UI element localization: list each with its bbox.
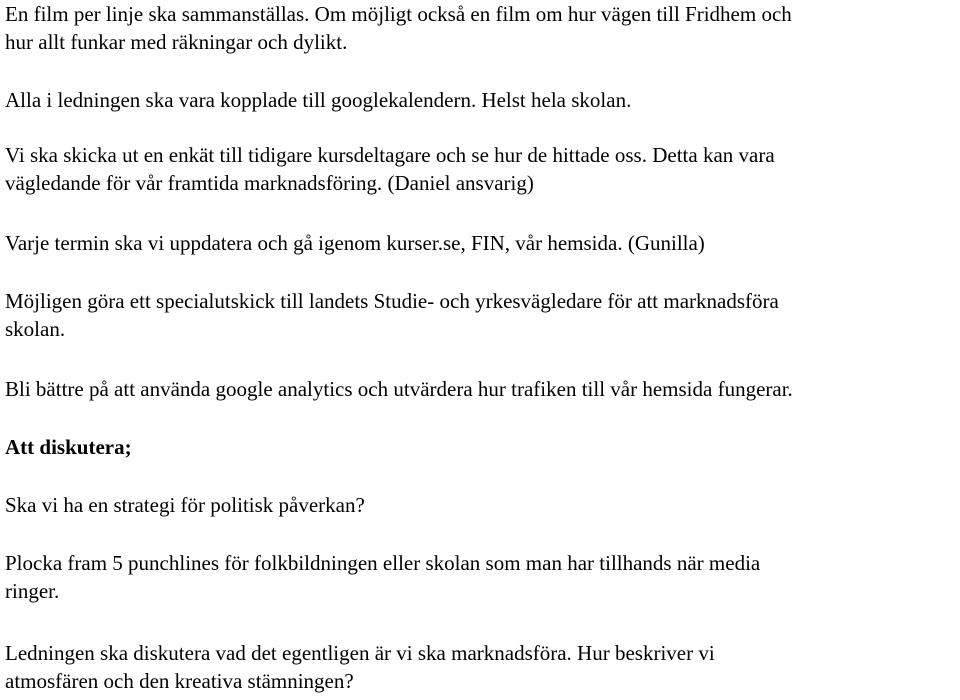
text-line: Plocka fram 5 punchlines för folkbildningen eller skolan som man har tillhands när media [5,551,761,575]
text-line: Möjligen göra ett specialutskick till landets Studie- och yrkesvägledare för att marknadsföra [5,289,779,313]
text-line: Alla i ledningen ska vara kopplade till googlekalendern. Helst hela skolan. [5,88,632,112]
text-line: hur allt funkar med räkningar och dylikt. [5,30,348,54]
text-line: En film per linje ska sammanställas. Om möjligt också en film om hur vägen till Fridhem och [5,2,792,26]
paragraph-ledningen-diskutera [5,639,955,695]
paragraph-googlekalender [5,86,955,114]
heading-att-diskutera [5,433,955,461]
text-line: ringer. [5,579,60,603]
text-line: Ledningen ska diskutera vad det egentligen är vi ska marknadsföra. Hur beskriver vi [5,641,715,665]
paragraph-politisk-paverkan [5,491,955,519]
text-line: vägledande för vår framtida marknadsföring. (Daniel ansvarig) [5,171,534,195]
heading-text: Att diskutera; [5,435,132,459]
paragraph-film-per-linje [5,0,955,56]
text-line: skolan. [5,317,66,341]
text-line: Varje termin ska vi uppdatera och gå igenom kurser.se, FIN, vår hemsida. (Gunilla) [5,231,705,255]
text-line: Bli bättre på att använda google analytics och utvärdera hur trafiken till vår hemsida fungerar. [5,377,793,401]
text-line: Ska vi ha en strategi för politisk påverkan? [5,493,365,517]
text-line: Vi ska skicka ut en enkät till tidigare kursdeltagare och se hur de hittade oss. Detta kan vara [5,143,775,167]
paragraph-specialutskick [5,287,955,343]
text-line: atmosfären och den kreativa stämningen? [5,669,354,693]
paragraph-google-analytics [5,375,955,403]
paragraph-uppdatera-kurser [5,229,955,257]
paragraph-enkat [5,141,955,197]
paragraph-punchlines [5,549,955,605]
